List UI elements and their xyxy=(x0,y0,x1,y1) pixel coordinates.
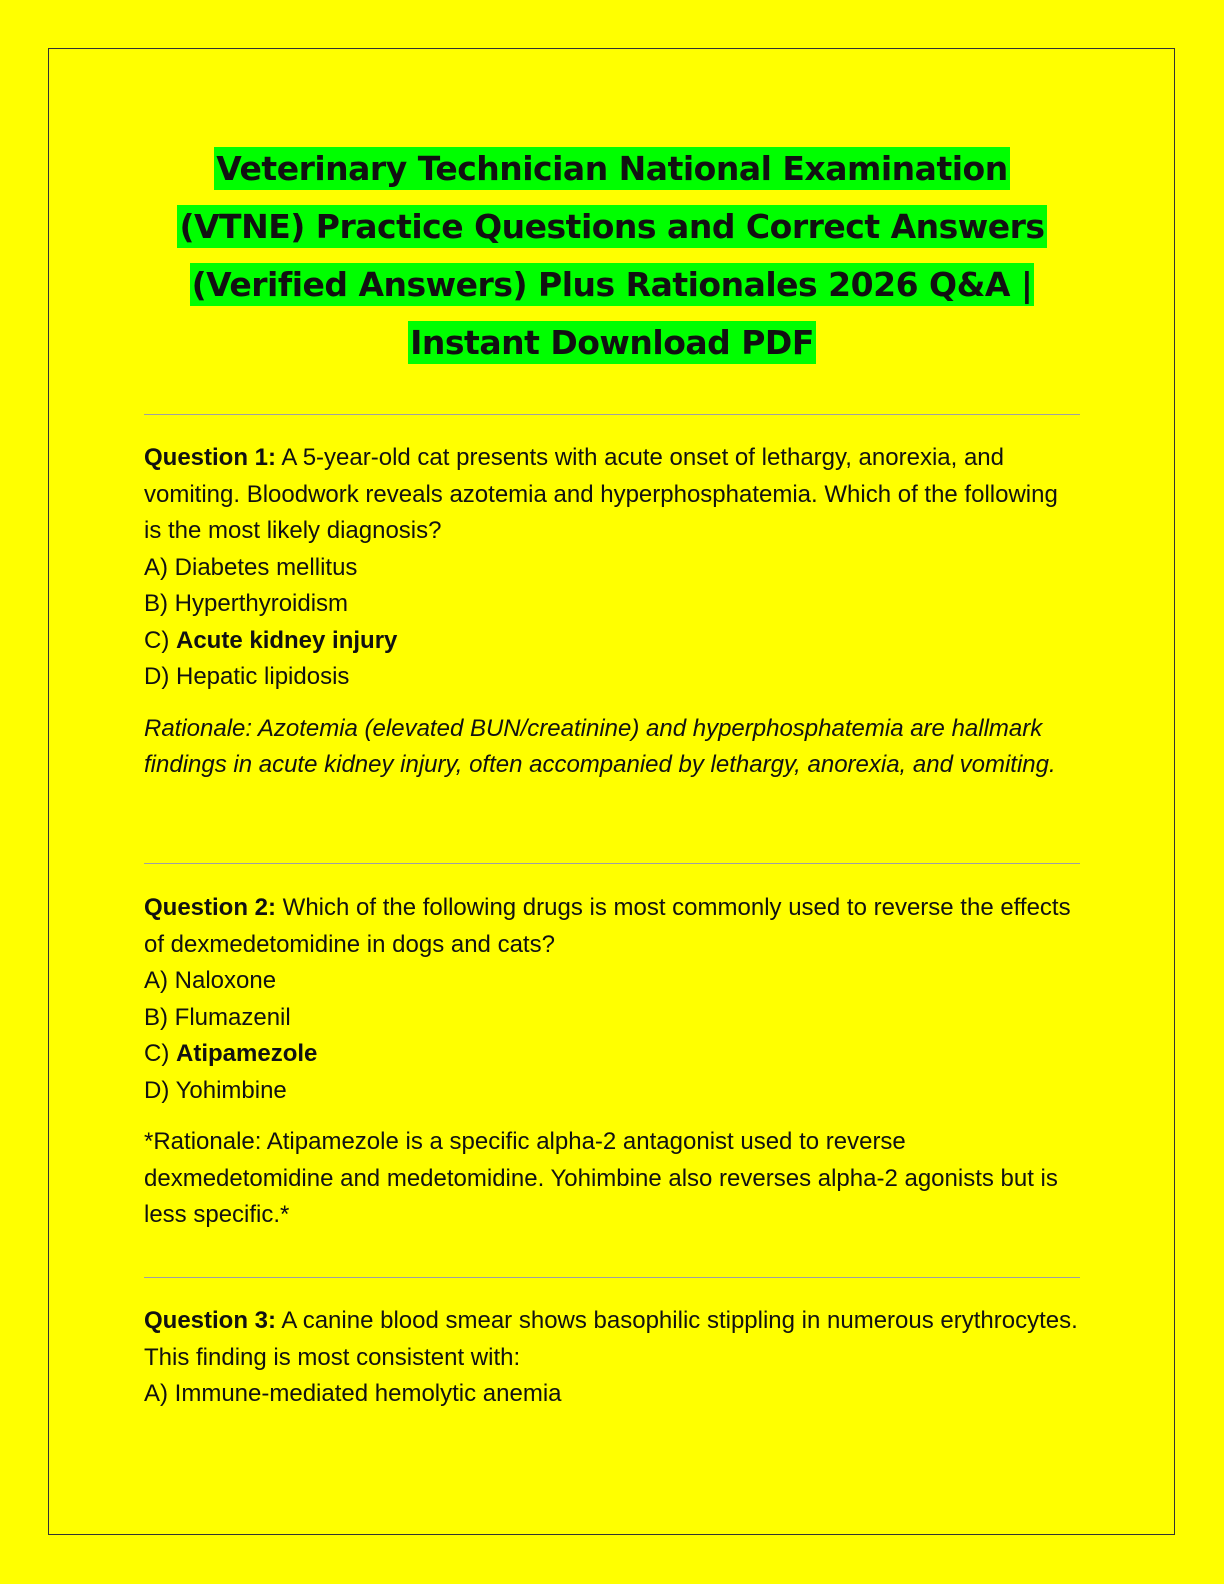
section-divider xyxy=(144,1277,1080,1278)
option-prefix: A) xyxy=(144,553,175,581)
title-line: Veterinary Technician National Examination xyxy=(216,149,1008,188)
answer-option xyxy=(144,550,1080,587)
question-2 xyxy=(144,890,1080,1234)
rationale: *Rationale: Atipamezole is a specific alpha-2 antagonist used to reverse dexmedetomidine and medetomidine. Yohimbine also reverses alpha-2 agonists but is less specific.* xyxy=(144,1128,1058,1228)
section-divider xyxy=(144,414,1080,415)
option-text: Immune-mediated hemolytic anemia xyxy=(174,1380,562,1407)
option-text: Diabetes mellitus xyxy=(174,553,358,581)
question-body: Which of the following drugs is most commonly used to reverse the effects of dexmedetomidine in dogs and cats? xyxy=(144,894,1071,958)
option-text: Hepatic lipidosis xyxy=(176,663,350,690)
answer-option xyxy=(144,1073,1080,1110)
option-prefix: B) xyxy=(144,1003,175,1031)
option-prefix: D) xyxy=(144,663,176,690)
option-text: Hyperthyroidism xyxy=(174,590,349,617)
answer-option xyxy=(144,1000,1080,1037)
option-text: Naloxone xyxy=(174,967,277,994)
title-line: (VTNE) Practice Questions and Correct Answers xyxy=(179,207,1045,246)
option-prefix: A) xyxy=(144,967,175,994)
question-1 xyxy=(144,440,1080,784)
question-label: Question 1: xyxy=(144,444,277,471)
title-line: Instant Download PDF xyxy=(410,323,814,362)
question-text xyxy=(144,890,1080,963)
answer-option xyxy=(144,659,1080,696)
option-text: Yohimbine xyxy=(175,1076,287,1104)
answer-option-correct xyxy=(144,1036,1080,1073)
question-label: Question 2: xyxy=(144,894,277,921)
question-body: A 5-year-old cat presents with acute onset of lethargy, anorexia, and vomiting. Bloodwork reveals azotemia and hyperphosphatemia. Which of the following is the most likely diagnosis? xyxy=(144,444,1058,544)
option-text: Flumazenil xyxy=(174,1003,291,1031)
option-prefix: C) xyxy=(144,1040,176,1067)
option-prefix: C) xyxy=(144,626,176,654)
section-divider xyxy=(144,863,1080,864)
option-text: Acute kidney injury xyxy=(176,626,398,654)
question-3 xyxy=(144,1303,1080,1413)
option-prefix: A) xyxy=(144,1380,175,1407)
question-body: A canine blood smear shows basophilic stippling in numerous erythrocytes. This finding is most consistent with: xyxy=(144,1307,1078,1371)
rationale: Rationale: Azotemia (elevated BUN/creatinine) and hyperphosphatemia are hallmark findings in acute kidney injury, often accompanied by lethargy, anorexia, and vomiting. xyxy=(144,714,1056,778)
answer-option-correct xyxy=(144,623,1080,660)
option-text: Atipamezole xyxy=(176,1040,318,1067)
title-line: (Verified Answers) Plus Rationales 2026 Q&A | xyxy=(191,265,1033,304)
document-title xyxy=(150,140,1074,372)
answer-option xyxy=(144,1376,1080,1413)
question-text xyxy=(144,440,1080,550)
option-prefix: B) xyxy=(144,590,175,617)
option-prefix: D) xyxy=(144,1076,176,1104)
question-text xyxy=(144,1303,1080,1376)
answer-option xyxy=(144,586,1080,623)
answer-option xyxy=(144,963,1080,1000)
question-label: Question 3: xyxy=(144,1307,277,1334)
